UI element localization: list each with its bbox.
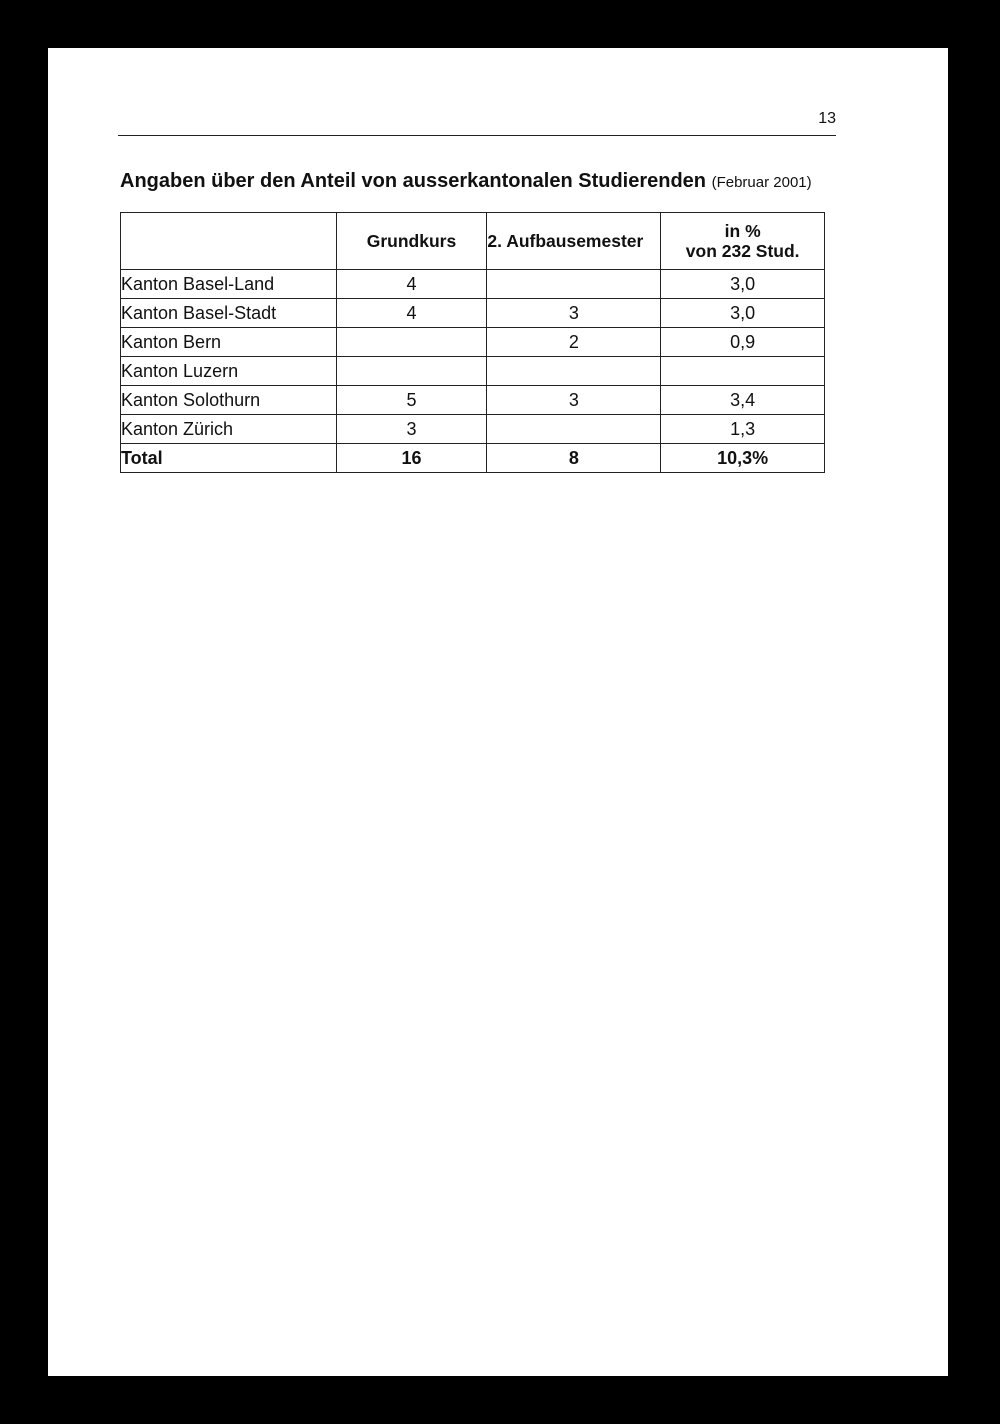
row-grundkurs: 4 [336,299,487,328]
document-title [120,170,812,193]
table-row [121,328,825,357]
row-percent: 3,4 [661,386,825,415]
document-page [48,48,948,1376]
row-aufbausemester [487,270,661,299]
row-canton: Kanton Bern [121,328,337,357]
students-table [120,212,825,473]
row-aufbausemester: 2 [487,328,661,357]
title-main: Angaben über den Anteil von ausserkantonalen Studierenden [120,170,707,192]
row-percent: 0,9 [661,328,825,357]
row-canton: Kanton Basel-Land [121,270,337,299]
row-grundkurs [336,328,487,357]
table-header-row [121,213,825,270]
header-percent-line2: von 232 Stud. [685,241,800,261]
row-canton: Kanton Luzern [121,357,337,386]
row-grundkurs: 5 [336,386,487,415]
row-canton: Kanton Solothurn [121,386,337,415]
table-row [121,299,825,328]
row-percent: 1,3 [661,415,825,444]
header-aufbausemester: 2. Aufbausemester [487,213,661,270]
row-grundkurs: 4 [336,270,487,299]
title-date: (Februar 2001) [711,174,812,191]
total-percent: 10,3% [661,444,825,473]
row-percent [661,357,825,386]
header-rule [118,135,836,136]
header-canton [121,213,337,270]
row-canton: Kanton Basel-Stadt [121,299,337,328]
header-grundkurs: Grundkurs [336,213,487,270]
page-number: 13 [818,110,836,127]
table-row [121,415,825,444]
table-row [121,357,825,386]
table-total-row [121,444,825,473]
row-aufbausemester: 3 [487,299,661,328]
row-grundkurs: 3 [336,415,487,444]
total-label: Total [121,444,337,473]
header-percent-line1: in % [724,221,761,241]
row-percent: 3,0 [661,270,825,299]
total-grundkurs: 16 [336,444,487,473]
table-row [121,386,825,415]
header-percent [661,213,825,270]
row-aufbausemester [487,357,661,386]
row-aufbausemester: 3 [487,386,661,415]
row-grundkurs [336,357,487,386]
total-aufbausemester: 8 [487,444,661,473]
row-canton: Kanton Zürich [121,415,337,444]
row-aufbausemester [487,415,661,444]
table-row [121,270,825,299]
row-percent: 3,0 [661,299,825,328]
